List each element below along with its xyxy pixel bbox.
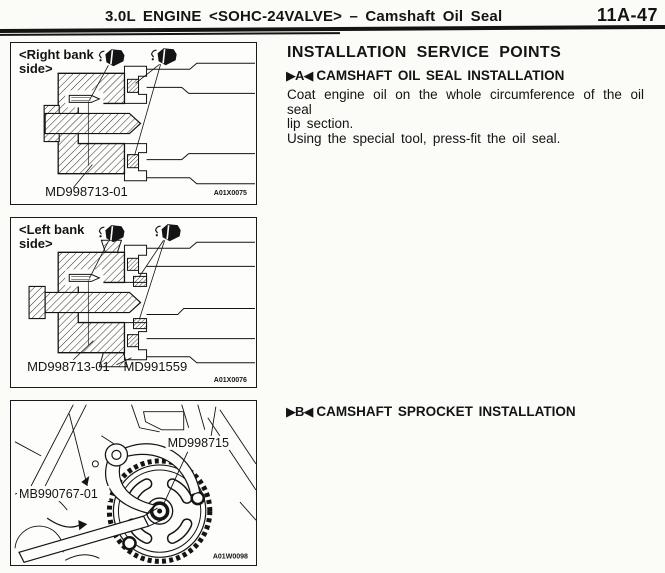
step-b-heading xyxy=(286,404,576,420)
installer-tool-icon xyxy=(152,48,177,65)
oil-seal-top xyxy=(127,258,138,270)
oil-seal-top xyxy=(127,79,138,92)
step-a-heading xyxy=(286,68,564,84)
step-a-title: CAMSHAFT OIL SEAL INSTALLATION xyxy=(316,68,565,83)
figure-caption: <Right bank side> xyxy=(19,47,94,76)
seal-guide-top xyxy=(134,276,147,286)
oil-seal-bottom xyxy=(127,335,138,347)
page-title: 3.0L ENGINE <SOHC-24VALVE> – Camshaft Oil Seal xyxy=(105,8,503,25)
seal-guide-bottom xyxy=(134,319,147,329)
step-b-title: CAMSHAFT SPROCKET INSTALLATION xyxy=(316,404,576,419)
step-a-marker: ▶A◀ xyxy=(286,68,313,83)
body-line: lip section. xyxy=(287,116,354,132)
detent-pin-detail xyxy=(65,269,103,286)
cylinder-head-profile xyxy=(124,242,255,362)
figure-code: A01X0075 xyxy=(213,189,247,197)
tool-number-label: MD998713-01 xyxy=(27,358,110,374)
oil-seal-bottom xyxy=(127,155,138,168)
tool-number-label: MB990767-01 xyxy=(19,487,98,502)
section-title: INSTALLATION SERVICE POINTS xyxy=(287,44,562,61)
body-line: Using the special tool, press-fit the oil seal. xyxy=(287,130,561,146)
tool-top-flange xyxy=(101,240,121,252)
figure-camshaft-sprocket xyxy=(10,400,257,566)
tool-number-label: MD991559 xyxy=(123,358,188,374)
camshaft-shaft xyxy=(44,105,140,141)
figure-right-bank xyxy=(10,42,257,205)
figure-code: A01W0098 xyxy=(212,553,248,561)
page-number: 11A-47 xyxy=(596,5,658,25)
tool-number-label: MD998713-01 xyxy=(45,183,128,199)
detent-pin-detail xyxy=(65,90,103,107)
tool-number-label: MD998715 xyxy=(167,435,230,450)
step-b-marker: ▶B◀ xyxy=(286,404,313,419)
figure-left-bank xyxy=(10,217,257,388)
installer-tool-icon xyxy=(99,49,124,66)
figure-code: A01X0076 xyxy=(213,376,247,384)
step-a-body xyxy=(287,88,644,146)
body-line: Coat engine oil on the whole circumference of the oil seal xyxy=(287,87,644,117)
installer-tool-icon xyxy=(99,225,124,242)
camshaft-shaft xyxy=(29,286,140,318)
figure-caption: <Left bank side> xyxy=(19,222,85,251)
sprocket-tools-drawing xyxy=(11,401,256,565)
installer-tool-icon xyxy=(156,224,181,241)
